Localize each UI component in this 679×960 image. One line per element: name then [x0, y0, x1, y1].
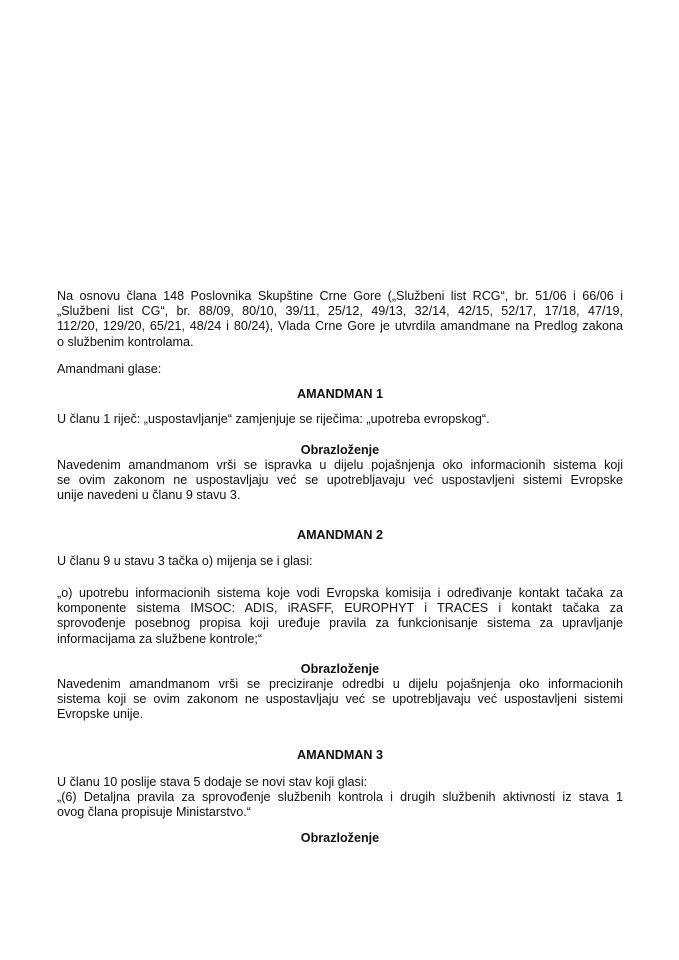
- intro-line: 112/20, 129/20, 65/21, 48/24 i 80/24), Vlada Crne Gore je utvrdila amandmane na Predlog zakona: [57, 319, 623, 334]
- quote-line: ovog člana propisuje Ministarstvo.“: [57, 805, 251, 820]
- amendment-2-heading: AMANDMAN 2: [296, 528, 384, 542]
- intro-line: o službenim kontrolama.: [57, 334, 194, 349]
- quote-line: informacijama za službene kontrole;“: [57, 631, 263, 646]
- amendment-3-text: U članu 10 poslije stava 5 dodaje se novi stav koji glasi:: [57, 775, 368, 789]
- obrazlozenje-line: Navedenim amandmanom vrši se preciziranje odredbi u dijelu pojašnjenja oko informacionih: [57, 677, 623, 691]
- amendment-2-obrazlozenje-heading: Obrazloženje: [300, 662, 380, 676]
- intro-line: „Službeni list CG“, br. 88/09, 80/10, 39/11, 25/12, 49/13, 32/14, 42/15, 52/17, 17/18, 47/19,: [57, 304, 623, 319]
- amendment-1-obrazlozenje: [57, 458, 623, 504]
- amendment-2-quote: [57, 586, 623, 647]
- intro-line: Na osnovu člana 148 Poslovnika Skupštine Crne Gore („Službeni list RCG“, br. 51/06 i 66/06 i: [57, 289, 623, 303]
- obrazlozenje-line: se ovim zakonom ne uspostavljaju već se upotrebljavaju već uspostavljeni sistemi Evropske: [57, 473, 623, 488]
- amendment-2-text: U članu 9 u stavu 3 tačka o) mijenja se i glasi:: [57, 554, 313, 568]
- amendment-3-obrazlozenje-heading: Obrazloženje: [300, 831, 380, 845]
- amendment-1-text: U članu 1 riječ: „uspostavljanje“ zamjenjuje se riječima: „upotreba evropskog“.: [57, 412, 490, 426]
- amendment-1-heading: AMANDMAN 1: [296, 387, 384, 401]
- obrazlozenje-line: Navedenim amandmanom vrši se ispravka u dijelu pojašnjenja oko informacionih sistema koji: [57, 458, 623, 472]
- quote-line: „(6) Detaljna pravila za sprovođenje službenih kontrola i drugih službenih aktivnosti iz stava 1: [57, 790, 623, 804]
- amendment-3-heading: AMANDMAN 3: [296, 748, 384, 762]
- amandmani-glase: Amandmani glase:: [57, 362, 162, 376]
- obrazlozenje-line: Evropske unije.: [57, 707, 144, 722]
- obrazlozenje-line: sistema koji se ovim zakonom ne uspostavljaju već se upotrebljavaju već uspostavljeni sistemi: [57, 692, 623, 707]
- quote-line: sprovođenje posebnog propisa koji uređuje pravila za funkcionisanje sistema za upravljanje: [57, 616, 623, 631]
- quote-line: komponente sistema IMSOC: ADIS, iRASFF, EUROPHYT i TRACES i kontakt tačaka za: [57, 601, 623, 616]
- intro-paragraph: [57, 289, 623, 350]
- amendment-1-obrazlozenje-heading: Obrazloženje: [300, 443, 380, 457]
- quote-line: „o) upotrebu informacionih sistema koje vodi Evropska komisija i određivanje kontakt tačaka za: [57, 586, 623, 600]
- amendment-2-obrazlozenje: [57, 677, 623, 723]
- amendment-3-quote: [57, 790, 623, 820]
- obrazlozenje-line: unije navedeni u članu 9 stavu 3.: [57, 488, 241, 503]
